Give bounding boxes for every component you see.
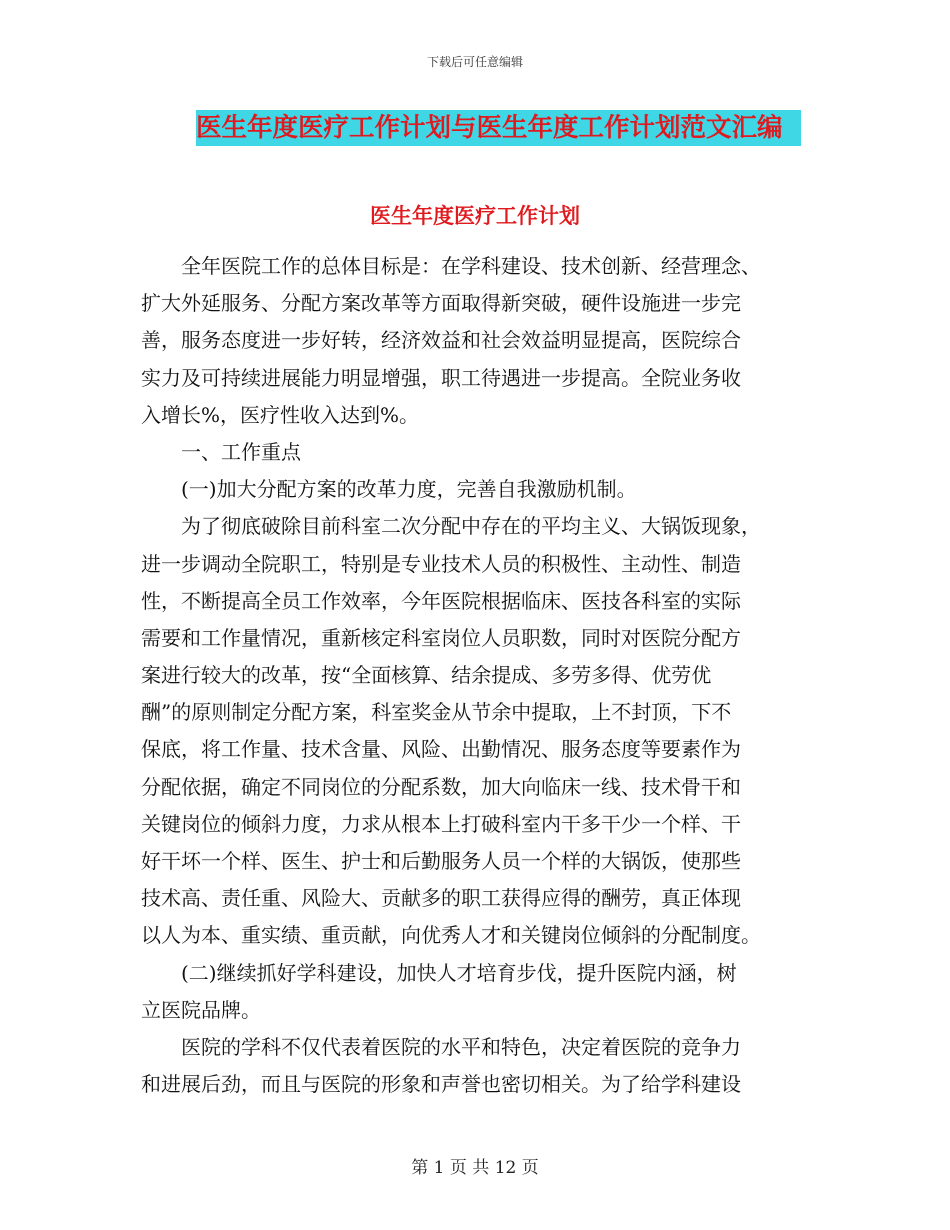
body-line: 实力及可持续进展能力明显增强，职工待遇进一步提高。全院业务收: [141, 365, 741, 390]
body-line: 全年医院工作的总体目标是：在学科建设、技术创新、经营理念、: [141, 254, 761, 278]
body-line: 好干坏一个样、医生、护士和后勤服务人员一个样的大锅饭，使那些: [141, 849, 741, 873]
body-line: 以人为本、重实绩、重贡献，向优秀人才和关键岗位倾斜的分配制度。: [141, 923, 761, 948]
page-footer: 第 1 页 共 12 页: [411, 1158, 539, 1178]
document-title: 医生年度医疗工作计划与医生年度工作计划范文汇编: [196, 110, 801, 146]
body-line: 保底，将工作量、技术含量、风险、出勤情况、服务态度等要素作为: [141, 737, 741, 762]
body-line: 分配依据，确定不同岗位的分配系数，加大向临床一线、技术骨干和: [141, 774, 741, 799]
body-line: 入增长%，医疗性收入达到%。: [141, 402, 420, 427]
body-line: 需要和工作量情况，重新核定科室岗位人员职数，同时对医院分配方: [141, 625, 741, 650]
body-line: 技术高、责任重、风险大、贡献多的职工获得应得的酬劳，真正体现: [141, 886, 741, 911]
body-line: 为了彻底破除目前科室二次分配中存在的平均主义、大锅饭现象，: [141, 514, 761, 539]
body-line: 扩大外延服务、分配方案改革等方面取得新突破，硬件设施进一步完: [141, 291, 741, 316]
body-line: 案进行较大的改革，按“全面核算、结余提成、多劳多得、优劳优: [141, 663, 712, 688]
body-line: 和进展后劲，而且与医院的形象和声誉也密切相关。为了给学科建设: [141, 1072, 741, 1097]
body-line: 善，服务态度进一步好转，经济效益和社会效益明显提高，医院综合: [141, 328, 741, 353]
body-line: 一、工作重点: [141, 439, 301, 464]
body-line: 医院的学科不仅代表着医院的水平和特色，决定着医院的竞争力: [141, 1034, 741, 1059]
body-line: (一)加大分配方案的改革力度，完善自我激励机制。: [141, 477, 637, 502]
body-line: 立医院品牌。: [141, 997, 261, 1022]
body-line: 性，不断提高全员工作效率，今年医院根据临床、医技各科室的实际: [141, 588, 741, 613]
body-text: [141, 248, 803, 1103]
section-title: 医生年度医疗工作计划: [370, 203, 580, 228]
body-line: 关键岗位的倾斜力度，力求从根本上打破科室内干多干少一个样、干: [141, 811, 741, 836]
body-line: (二)继续抓好学科建设，加快人才培育步伐，提升医院内涵，树: [141, 960, 737, 985]
page-header-note: 下载后可任意编辑: [426, 55, 523, 69]
body-line: 进一步调动全院职工，特别是专业技术人员的积极性、主动性、制造: [141, 551, 741, 576]
body-line: 酬”的原则制定分配方案，科室奖金从节余中提取，上不封顶，下不: [141, 700, 732, 725]
